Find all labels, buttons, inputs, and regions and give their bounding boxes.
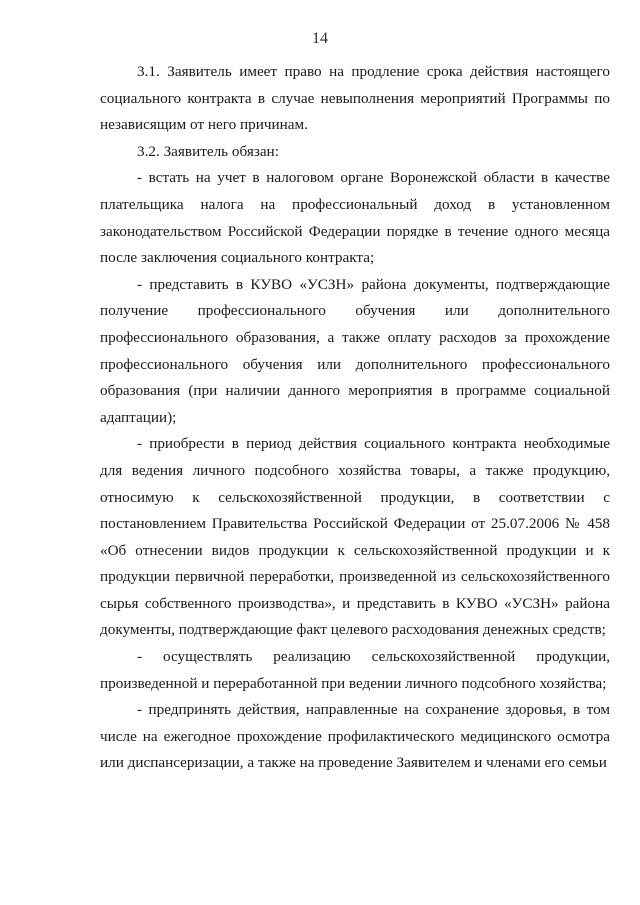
document-body	[100, 59, 610, 777]
obligation-sell-produce: - осуществлять реализацию сельскохозяйственной продукции, произведенной и переработанной при ведении личного подсобного хозяйства;	[100, 648, 610, 692]
obligation-tax-registration: - встать на учет в налоговом органе Воронежской области в качестве плательщика налога на профессиональный доход в установленном законодательством Российской Федерации порядке в течение одного месяца после заключения социального контракта;	[100, 169, 610, 267]
obligation-purchase-goods: - приобрести в период действия социального контракта необходимые для ведения личного подсобного хозяйства товары, а также продукцию, относимую к сельскохозяйственной продукции, в соответствии с постановлением Правительства Российской Федерации от 25.07.2006 № 458 «Об отнесении видов продукции к сельскохозяйственной продукции и к продукции первичной переработки, произведенной из сельскохозяйственного сырья собственного производства», и представить в КУВО «УСЗН» района документы, подтверждающие факт целевого расходования денежных средств;	[100, 435, 610, 639]
paragraph-3-1: 3.1. Заявитель имеет право на продление срока действия настоящего социального контракта в случае невыполнения мероприятий Программы по независящим от него причинам.	[100, 63, 610, 134]
obligation-education-documents: - представить в КУВО «УСЗН» района документы, подтверждающие получение профессионального обучения или дополнительного профессионального образования, а также оплату расходов за прохождение профессионального обучения или дополнительного профессионального образования (при наличии данного мероприятия в программе социальной адаптации);	[100, 275, 610, 426]
page-number: 14	[312, 30, 328, 47]
paragraph-3-2-heading: 3.2. Заявитель обязан:	[137, 142, 279, 160]
obligation-health: - предпринять действия, направленные на сохранение здоровья, в том числе на ежегодное прохождение профилактического медицинского осмотра или диспансеризации, а также на проведение Заявителем и членами его семьи	[100, 701, 610, 772]
